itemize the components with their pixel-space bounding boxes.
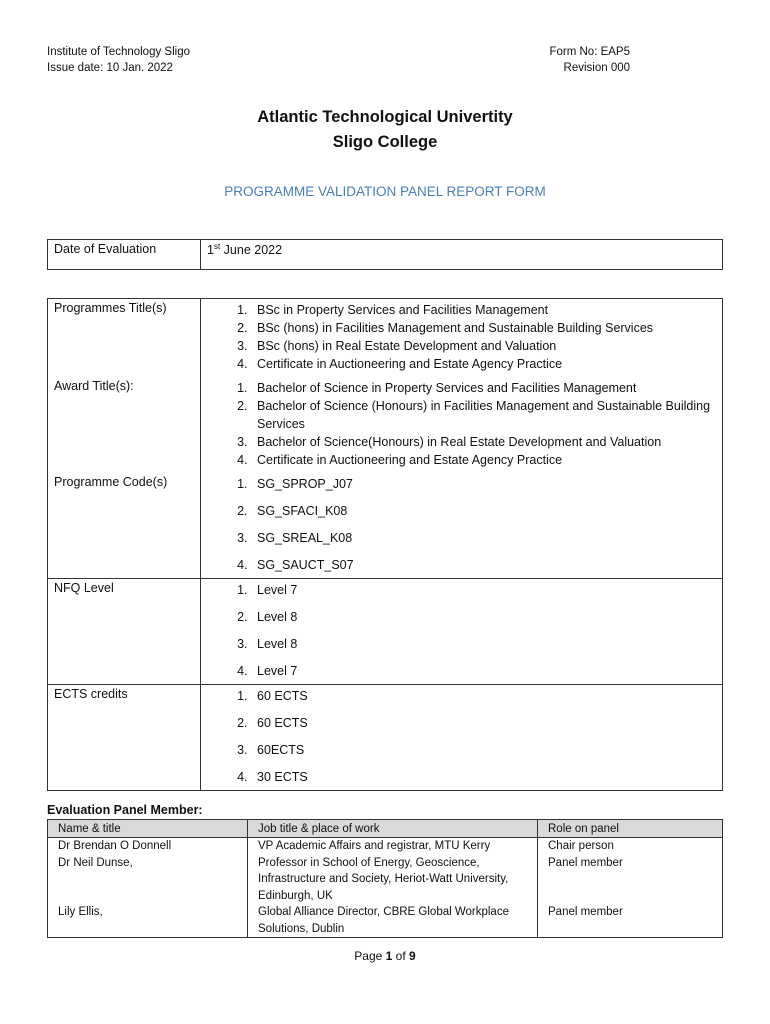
list-item: 1. Level 7	[251, 581, 716, 599]
member-name: Dr Brendan O Donnell	[48, 838, 248, 855]
column-header-name: Name & title	[48, 820, 248, 838]
issue-date: Issue date: 10 Jan. 2022	[47, 62, 173, 74]
list-item: 4. Certificate in Auctioneering and Estate Agency Practice	[251, 355, 716, 373]
table-header-row	[48, 820, 723, 838]
evaluation-date-label: Date of Evaluation	[48, 240, 201, 270]
column-header-job: Job title & place of work	[248, 820, 538, 838]
list-item: 3. 60ECTS	[251, 741, 716, 759]
list-item: 1. BSc in Property Services and Facilities Management	[251, 301, 716, 319]
member-role: Panel member	[538, 904, 723, 938]
table-row	[48, 838, 723, 855]
list-item: 3. SG_SREAL_K08	[251, 529, 716, 547]
list-item: 3. Bachelor of Science(Honours) in Real Estate Development and Valuation	[251, 433, 716, 451]
member-role: Chair person	[538, 838, 723, 855]
nfq-level-label: NFQ Level	[48, 579, 201, 685]
page-number: 1	[385, 949, 393, 963]
list-item: 3. BSc (hons) in Real Estate Development and Valuation	[251, 337, 716, 355]
list-item: 1. SG_SPROP_J07	[251, 475, 716, 493]
title-line-1: Atlantic Technological Univertity	[257, 108, 513, 126]
list-item: 3. Level 8	[251, 635, 716, 653]
title-line-2: Sligo College	[332, 133, 438, 151]
member-name: Dr Neil Dunse,	[48, 855, 248, 905]
list-item: 4. 30 ECTS	[251, 768, 716, 786]
award-titles-label: Award Title(s):	[48, 377, 201, 473]
award-titles-list	[207, 379, 716, 469]
panel-members-table	[47, 819, 723, 938]
list-item: 1. Bachelor of Science in Property Services and Facilities Management	[251, 379, 716, 397]
programme-titles-label: Programmes Title(s)	[48, 299, 201, 378]
list-item: 2. Level 8	[251, 608, 716, 626]
revision: Revision 000	[563, 62, 630, 74]
document-title	[0, 105, 770, 155]
titles-row	[48, 299, 723, 378]
list-item: 2. 60 ECTS	[251, 714, 716, 732]
page-footer: Page 1 of 9	[354, 949, 416, 963]
form-number: Form No: EAP5	[549, 46, 630, 58]
list-item: 4. Certificate in Auctioneering and Estate Agency Practice	[251, 451, 716, 469]
awards-row	[48, 377, 723, 473]
page-total: 9	[409, 949, 416, 963]
panel-heading: Evaluation Panel Member:	[47, 803, 203, 817]
member-job: VP Academic Affairs and registrar, MTU Kerry	[248, 838, 538, 855]
programme-codes-list	[207, 475, 716, 574]
institute-name: Institute of Technology Sligo	[47, 46, 190, 58]
list-item: 2. BSc (hons) in Facilities Management and Sustainable Building Services	[251, 319, 716, 337]
list-item: 1. 60 ECTS	[251, 687, 716, 705]
evaluation-date-value: 1st June 2022	[201, 240, 723, 270]
ects-row	[48, 685, 723, 791]
nfq-row	[48, 579, 723, 685]
programme-codes-label: Programme Code(s)	[48, 473, 201, 579]
list-item: 2. Bachelor of Science (Honours) in Facilities Management and Sustainable Building Services	[251, 397, 716, 433]
codes-row	[48, 473, 723, 579]
list-item: 4. Level 7	[251, 662, 716, 680]
table-row	[48, 904, 723, 938]
header-left	[47, 44, 190, 76]
header-right	[549, 44, 630, 76]
column-header-role: Role on panel	[538, 820, 723, 838]
evaluation-date-table	[47, 239, 723, 270]
nfq-level-list	[207, 581, 716, 680]
list-item: 4. SG_SAUCT_S07	[251, 556, 716, 574]
member-job: Professor in School of Energy, Geoscience, Infrastructure and Society, Heriot-Watt University, Edinburgh, UK	[248, 855, 538, 905]
list-item: 2. SG_SFACI_K08	[251, 502, 716, 520]
programme-titles-list	[207, 301, 716, 373]
table-row	[48, 855, 723, 905]
member-name: Lily Ellis,	[48, 904, 248, 938]
ects-credits-label: ECTS credits	[48, 685, 201, 791]
member-role: Panel member	[538, 855, 723, 905]
form-subtitle: PROGRAMME VALIDATION PANEL REPORT FORM	[224, 184, 546, 199]
member-job: Global Alliance Director, CBRE Global Workplace Solutions, Dublin	[248, 904, 538, 938]
ects-credits-list	[207, 687, 716, 786]
programme-details-table	[47, 298, 723, 791]
